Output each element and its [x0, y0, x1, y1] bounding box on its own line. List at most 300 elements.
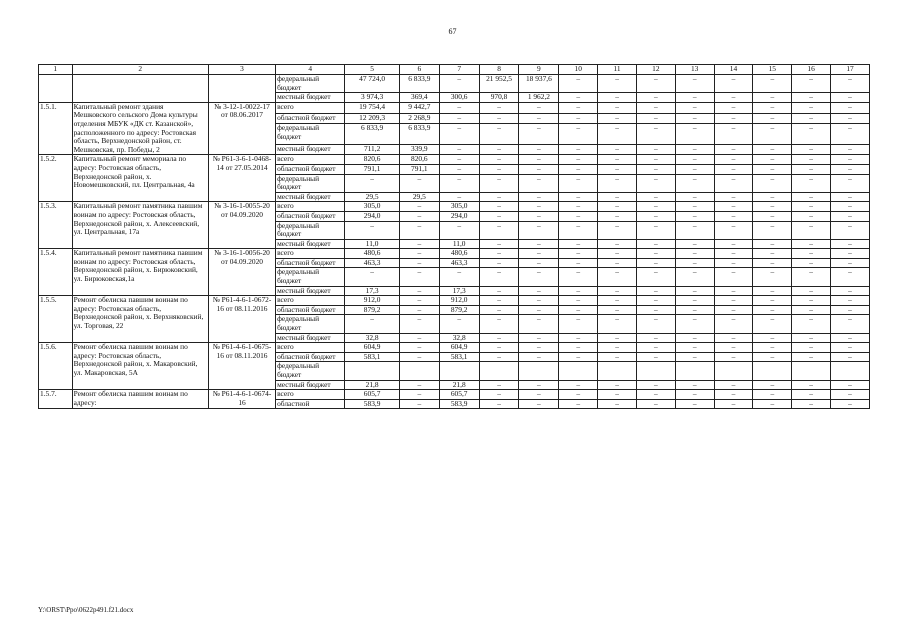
amount-cell: – — [714, 164, 753, 174]
amount-cell: – — [519, 343, 559, 353]
amount-cell: – — [519, 296, 559, 306]
amount-cell: – — [439, 75, 479, 93]
amount-cell — [519, 362, 559, 380]
amount-cell: – — [636, 174, 675, 192]
amount-cell: 791,1 — [399, 164, 439, 174]
amount-cell: – — [831, 144, 870, 155]
amount-cell: – — [519, 268, 559, 286]
funding-source-cell: местный бюджет — [276, 286, 345, 296]
amount-cell: – — [598, 75, 637, 93]
amount-cell: – — [753, 343, 792, 353]
funding-source-cell: всего — [276, 202, 345, 212]
amount-cell: – — [636, 211, 675, 221]
amount-cell: 970,8 — [479, 93, 519, 103]
amount-cell: 463,3 — [345, 258, 400, 268]
amount-cell: – — [439, 164, 479, 174]
amount-cell: – — [792, 124, 831, 144]
amount-cell: – — [831, 75, 870, 93]
amount-cell: – — [753, 399, 792, 409]
amount-cell: – — [792, 343, 831, 353]
amount-cell: – — [399, 268, 439, 286]
amount-cell: 29,5 — [345, 192, 400, 202]
amount-cell: – — [636, 144, 675, 155]
amount-cell: – — [519, 192, 559, 202]
funding-source-cell: областной бюджет — [276, 258, 345, 268]
amount-cell: – — [559, 239, 598, 249]
amount-cell: – — [636, 333, 675, 343]
amount-cell: – — [675, 144, 714, 155]
amount-cell: – — [479, 155, 519, 165]
amount-cell: – — [479, 239, 519, 249]
amount-cell: – — [519, 380, 559, 390]
amount-cell: – — [399, 249, 439, 259]
amount-cell: – — [636, 315, 675, 333]
amount-cell: – — [714, 102, 753, 113]
amount-cell: – — [792, 249, 831, 259]
amount-cell: 583,9 — [345, 399, 400, 409]
amount-cell — [345, 362, 400, 380]
amount-cell: – — [519, 155, 559, 165]
amount-cell: – — [831, 174, 870, 192]
column-number-header: 15 — [753, 65, 792, 75]
amount-cell: 32,8 — [439, 333, 479, 343]
amount-cell: – — [598, 113, 637, 124]
amount-cell: – — [753, 211, 792, 221]
column-number-header: 7 — [439, 65, 479, 75]
amount-cell — [675, 362, 714, 380]
amount-cell: – — [831, 390, 870, 400]
amount-cell: – — [753, 155, 792, 165]
amount-cell: – — [831, 380, 870, 390]
amount-cell: – — [792, 155, 831, 165]
funding-source-cell: областной бюджет — [276, 164, 345, 174]
amount-cell: – — [831, 315, 870, 333]
amount-cell: – — [439, 113, 479, 124]
amount-cell: – — [636, 352, 675, 362]
funding-source-cell: всего — [276, 249, 345, 259]
amount-cell: – — [439, 155, 479, 165]
amount-cell: 21,8 — [345, 380, 400, 390]
item-number-cell: 1.5.5. — [39, 296, 73, 343]
amount-cell: – — [792, 221, 831, 239]
amount-cell: – — [399, 380, 439, 390]
amount-cell: – — [792, 315, 831, 333]
funding-source-cell: областной бюджет — [276, 113, 345, 124]
amount-cell: – — [636, 164, 675, 174]
amount-cell: – — [439, 315, 479, 333]
amount-cell: – — [792, 399, 831, 409]
amount-cell: – — [675, 211, 714, 221]
amount-cell: – — [479, 144, 519, 155]
funding-source-cell: местный бюджет — [276, 192, 345, 202]
item-name-cell: Ремонт обелиска павшим воинам по адресу: Ростовская область, Верхнедонской район, х. Верхняковский, ул. Торговая, 22 — [72, 296, 208, 343]
column-number-header: 1 — [39, 65, 73, 75]
column-number-header: 3 — [208, 65, 275, 75]
amount-cell: – — [675, 399, 714, 409]
amount-cell: – — [753, 315, 792, 333]
amount-cell: – — [636, 124, 675, 144]
amount-cell: 17,3 — [345, 286, 400, 296]
funding-source-cell: федеральный бюджет — [276, 221, 345, 239]
amount-cell: – — [399, 211, 439, 221]
amount-cell: 583,1 — [345, 352, 400, 362]
amount-cell: – — [792, 192, 831, 202]
amount-cell: – — [598, 296, 637, 306]
amount-cell: 2 268,9 — [399, 113, 439, 124]
amount-cell: – — [831, 124, 870, 144]
amount-cell: – — [519, 399, 559, 409]
amount-cell: – — [399, 174, 439, 192]
amount-cell: 604,9 — [345, 343, 400, 353]
amount-cell: – — [479, 380, 519, 390]
amount-cell: – — [714, 352, 753, 362]
amount-cell: – — [792, 144, 831, 155]
funding-source-cell: местный бюджет — [276, 333, 345, 343]
amount-cell: 604,9 — [439, 343, 479, 353]
amount-cell: – — [519, 258, 559, 268]
amount-cell: – — [598, 239, 637, 249]
amount-cell: – — [675, 268, 714, 286]
amount-cell: – — [675, 75, 714, 93]
amount-cell: – — [519, 333, 559, 343]
amount-cell: – — [714, 75, 753, 93]
amount-cell: 29,5 — [399, 192, 439, 202]
item-name-cell: Ремонт обелиска павшим воинам по адресу: Ростовская область, Верхнедонской район, х. Макаровский, ул. Макаровская, 5А — [72, 343, 208, 390]
item-name-cell: Капитальный ремонт памятника павшим воинам по адресу: Ростовская область, Верхнедонской район, х. Бирюковский, ул. Бирюковская,1а — [72, 249, 208, 296]
amount-cell: – — [714, 192, 753, 202]
amount-cell: 820,6 — [399, 155, 439, 165]
funding-source-cell: областной бюджет — [276, 211, 345, 221]
amount-cell: – — [559, 333, 598, 343]
amount-cell: – — [753, 296, 792, 306]
amount-cell: 820,6 — [345, 155, 400, 165]
amount-cell: 912,0 — [345, 296, 400, 306]
column-number-header: 10 — [559, 65, 598, 75]
amount-cell: – — [753, 164, 792, 174]
amount-cell: – — [479, 164, 519, 174]
amount-cell: – — [598, 144, 637, 155]
amount-cell: – — [559, 390, 598, 400]
amount-cell: – — [598, 305, 637, 315]
amount-cell: – — [714, 124, 753, 144]
amount-cell: – — [636, 202, 675, 212]
funding-source-cell: федеральный бюджет — [276, 75, 345, 93]
funding-source-cell: всего — [276, 296, 345, 306]
item-number-cell: 1.5.4. — [39, 249, 73, 296]
amount-cell: 6 833,9 — [399, 124, 439, 144]
amount-cell: – — [479, 305, 519, 315]
amount-cell — [439, 362, 479, 380]
amount-cell: – — [636, 399, 675, 409]
amount-cell: – — [714, 390, 753, 400]
funding-source-cell: местный бюджет — [276, 380, 345, 390]
amount-cell: – — [675, 305, 714, 315]
amount-cell: – — [714, 258, 753, 268]
amount-cell: 480,6 — [345, 249, 400, 259]
table-row — [39, 102, 870, 113]
column-number-header: 6 — [399, 65, 439, 75]
amount-cell: – — [753, 93, 792, 103]
amount-cell: – — [519, 305, 559, 315]
amount-cell: – — [519, 113, 559, 124]
amount-cell: – — [439, 268, 479, 286]
document-cell: № Р61-4-6-1-0675-16 от 08.11.2016 — [208, 343, 275, 390]
amount-cell: – — [714, 211, 753, 221]
amount-cell: – — [792, 113, 831, 124]
amount-cell: – — [479, 258, 519, 268]
amount-cell: – — [753, 113, 792, 124]
amount-cell: 18 937,6 — [519, 75, 559, 93]
amount-cell: – — [831, 93, 870, 103]
amount-cell: 17,3 — [439, 286, 479, 296]
amount-cell: – — [831, 286, 870, 296]
funding-source-cell: федеральный бюджет — [276, 268, 345, 286]
amount-cell: – — [831, 155, 870, 165]
amount-cell: – — [559, 380, 598, 390]
amount-cell: – — [479, 211, 519, 221]
page-number: 67 — [448, 27, 457, 36]
amount-cell: 791,1 — [345, 164, 400, 174]
budget-table — [38, 64, 870, 409]
amount-cell: – — [636, 102, 675, 113]
column-number-header: 5 — [345, 65, 400, 75]
column-number-header: 17 — [831, 65, 870, 75]
amount-cell: – — [675, 249, 714, 259]
amount-cell: – — [519, 124, 559, 144]
amount-cell: – — [519, 202, 559, 212]
amount-cell: 305,0 — [345, 202, 400, 212]
amount-cell: – — [753, 380, 792, 390]
amount-cell: 294,0 — [345, 211, 400, 221]
amount-cell: – — [714, 268, 753, 286]
amount-cell: – — [831, 192, 870, 202]
amount-cell: – — [559, 296, 598, 306]
amount-cell: – — [479, 192, 519, 202]
amount-cell: – — [399, 258, 439, 268]
amount-cell: – — [636, 221, 675, 239]
amount-cell: – — [598, 221, 637, 239]
amount-cell: – — [598, 258, 637, 268]
amount-cell: – — [753, 390, 792, 400]
amount-cell: – — [399, 305, 439, 315]
item-name-cell: Капитальный ремонт памятника павшим воинам по адресу: Ростовская область, Верхнедонской район, х. Алексеевский, ул. Центральная, 17а — [72, 202, 208, 249]
amount-cell: – — [753, 144, 792, 155]
amount-cell: – — [753, 174, 792, 192]
amount-cell: – — [831, 268, 870, 286]
amount-cell: – — [831, 296, 870, 306]
amount-cell: 463,3 — [439, 258, 479, 268]
amount-cell: – — [792, 296, 831, 306]
amount-cell: 12 209,3 — [345, 113, 400, 124]
amount-cell: 32,8 — [345, 333, 400, 343]
amount-cell: – — [831, 249, 870, 259]
amount-cell: – — [753, 124, 792, 144]
amount-cell: – — [792, 164, 831, 174]
amount-cell: – — [479, 249, 519, 259]
amount-cell: – — [559, 343, 598, 353]
amount-cell: 300,6 — [439, 93, 479, 103]
amount-cell: – — [598, 93, 637, 103]
amount-cell: – — [479, 221, 519, 239]
amount-cell: – — [439, 102, 479, 113]
amount-cell: – — [636, 286, 675, 296]
amount-cell — [636, 362, 675, 380]
document-cell: № 3-16-1-0056-20 от 04.09.2020 — [208, 249, 275, 296]
amount-cell: – — [675, 113, 714, 124]
amount-cell: – — [675, 380, 714, 390]
amount-cell: – — [753, 333, 792, 343]
amount-cell: – — [636, 239, 675, 249]
funding-source-cell: областной бюджет — [276, 352, 345, 362]
column-number-header: 16 — [792, 65, 831, 75]
amount-cell: – — [753, 102, 792, 113]
amount-cell: – — [714, 296, 753, 306]
amount-cell: – — [345, 221, 400, 239]
item-number-cell: 1.5.7. — [39, 390, 73, 409]
amount-cell: – — [399, 202, 439, 212]
amount-cell: 369,4 — [399, 93, 439, 103]
amount-cell: 339,9 — [399, 144, 439, 155]
amount-cell: – — [675, 221, 714, 239]
amount-cell: – — [675, 352, 714, 362]
amount-cell: – — [439, 174, 479, 192]
amount-cell: – — [792, 102, 831, 113]
amount-cell: – — [598, 249, 637, 259]
column-number-header: 8 — [479, 65, 519, 75]
amount-cell: – — [559, 258, 598, 268]
table-row — [39, 202, 870, 212]
amount-cell: – — [714, 380, 753, 390]
amount-cell: – — [598, 315, 637, 333]
amount-cell: – — [519, 249, 559, 259]
amount-cell: – — [519, 144, 559, 155]
amount-cell: – — [675, 174, 714, 192]
amount-cell: – — [831, 399, 870, 409]
amount-cell: 711,2 — [345, 144, 400, 155]
amount-cell: – — [598, 174, 637, 192]
amount-cell: – — [636, 343, 675, 353]
amount-cell: – — [598, 399, 637, 409]
column-number-header: 14 — [714, 65, 753, 75]
amount-cell: – — [598, 192, 637, 202]
amount-cell: – — [714, 286, 753, 296]
amount-cell: – — [598, 102, 637, 113]
amount-cell: – — [792, 305, 831, 315]
amount-cell: – — [831, 164, 870, 174]
amount-cell: 19 754,4 — [345, 102, 400, 113]
amount-cell: 605,7 — [439, 390, 479, 400]
funding-source-cell: федеральный бюджет — [276, 362, 345, 380]
column-number-header: 2 — [72, 65, 208, 75]
table-row — [39, 390, 870, 400]
amount-cell: – — [519, 390, 559, 400]
amount-cell: – — [753, 249, 792, 259]
amount-cell — [559, 362, 598, 380]
amount-cell — [753, 362, 792, 380]
amount-cell: – — [598, 202, 637, 212]
item-number-cell: 1.5.1. — [39, 102, 73, 155]
funding-source-cell: федеральный бюджет — [276, 124, 345, 144]
amount-cell: – — [559, 399, 598, 409]
amount-cell: – — [753, 352, 792, 362]
amount-cell: – — [345, 174, 400, 192]
document-cell: № Р61-4-6-1-0674-16 — [208, 390, 275, 409]
amount-cell: – — [792, 202, 831, 212]
amount-cell: – — [636, 268, 675, 286]
amount-cell: – — [399, 221, 439, 239]
funding-source-cell: всего — [276, 343, 345, 353]
amount-cell: – — [559, 221, 598, 239]
amount-cell: – — [519, 286, 559, 296]
amount-cell: 11,0 — [345, 239, 400, 249]
amount-cell: – — [479, 315, 519, 333]
amount-cell: – — [636, 305, 675, 315]
amount-cell: – — [598, 352, 637, 362]
amount-cell: – — [559, 93, 598, 103]
amount-cell: – — [675, 93, 714, 103]
amount-cell: – — [714, 399, 753, 409]
amount-cell: – — [345, 268, 400, 286]
column-number-header: 4 — [276, 65, 345, 75]
amount-cell: 47 724,0 — [345, 75, 400, 93]
table-row — [39, 155, 870, 165]
amount-cell: – — [753, 192, 792, 202]
item-number-cell — [39, 75, 73, 103]
amount-cell: 605,7 — [345, 390, 400, 400]
amount-cell: – — [559, 268, 598, 286]
amount-cell: – — [636, 93, 675, 103]
amount-cell: – — [636, 192, 675, 202]
amount-cell: – — [636, 113, 675, 124]
amount-cell: – — [559, 211, 598, 221]
amount-cell: – — [792, 286, 831, 296]
amount-cell: – — [675, 343, 714, 353]
item-number-cell: 1.5.2. — [39, 155, 73, 202]
funding-source-cell: всего — [276, 390, 345, 400]
amount-cell: – — [675, 124, 714, 144]
amount-cell: 583,1 — [439, 352, 479, 362]
column-number-header: 9 — [519, 65, 559, 75]
item-name-cell: Капитальный ремонт мемориала по адресу: Ростовская область, Верхнедонской район, х. Новомешковский, пл. Центральная, 4а — [72, 155, 208, 202]
amount-cell: – — [559, 249, 598, 259]
amount-cell: – — [831, 305, 870, 315]
amount-cell: – — [792, 390, 831, 400]
amount-cell: – — [636, 258, 675, 268]
amount-cell: 912,0 — [439, 296, 479, 306]
amount-cell: – — [479, 296, 519, 306]
amount-cell — [792, 362, 831, 380]
amount-cell: – — [559, 174, 598, 192]
amount-cell — [598, 362, 637, 380]
amount-cell: – — [636, 155, 675, 165]
amount-cell: – — [792, 258, 831, 268]
amount-cell: – — [479, 174, 519, 192]
amount-cell: – — [831, 113, 870, 124]
amount-cell: – — [675, 155, 714, 165]
amount-cell: – — [831, 202, 870, 212]
amount-cell: – — [753, 239, 792, 249]
item-number-cell: 1.5.3. — [39, 202, 73, 249]
amount-cell: – — [792, 352, 831, 362]
amount-cell: – — [399, 296, 439, 306]
amount-cell: – — [831, 221, 870, 239]
amount-cell: 1 962,2 — [519, 93, 559, 103]
amount-cell: – — [831, 211, 870, 221]
item-name-cell — [72, 75, 208, 103]
funding-source-cell: местный бюджет — [276, 239, 345, 249]
amount-cell: – — [714, 202, 753, 212]
amount-cell: – — [519, 174, 559, 192]
